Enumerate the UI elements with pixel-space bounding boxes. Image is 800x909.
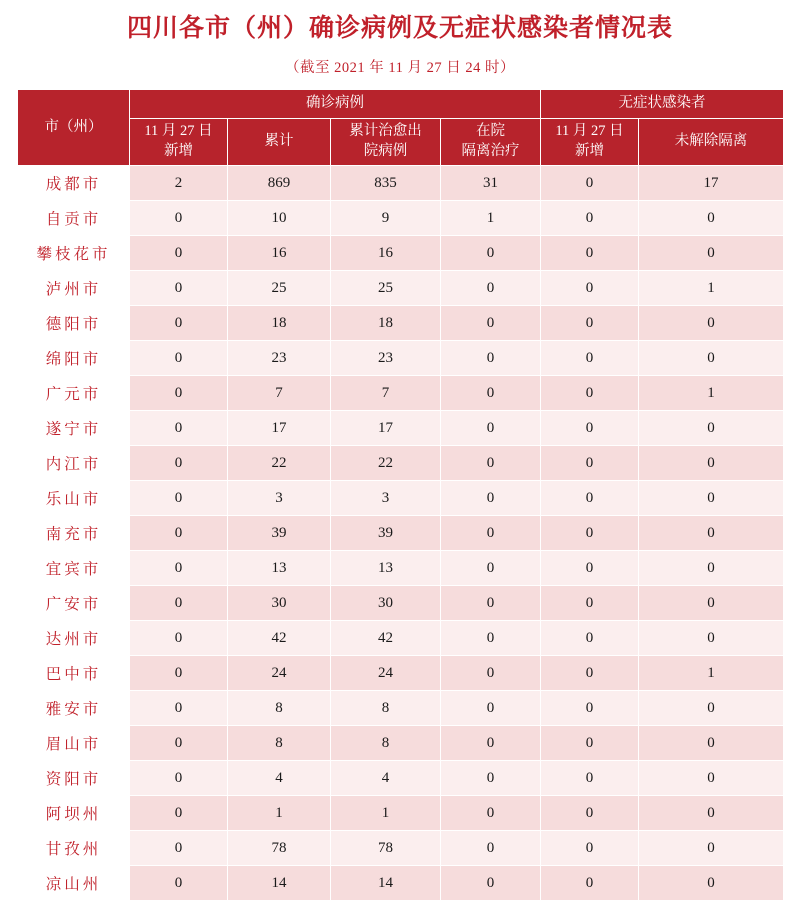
table-row xyxy=(18,201,784,236)
cell-confirmed-new: 2 xyxy=(130,166,228,201)
cell-region: 遂宁市 xyxy=(18,411,130,446)
header-asymptomatic-new xyxy=(541,119,639,166)
cell-asymptomatic-isolated: 0 xyxy=(639,691,784,726)
table-row xyxy=(18,376,784,411)
cell-confirmed-inhospital: 0 xyxy=(441,761,541,796)
cell-confirmed-inhospital: 0 xyxy=(441,656,541,691)
cell-confirmed-new: 0 xyxy=(130,551,228,586)
table-row xyxy=(18,341,784,376)
header-confirmed-new-line2: 新增 xyxy=(164,143,193,159)
cell-confirmed-new: 0 xyxy=(130,271,228,306)
cell-asymptomatic-new: 0 xyxy=(541,761,639,796)
cell-confirmed-total: 4 xyxy=(228,761,331,796)
cell-asymptomatic-isolated: 0 xyxy=(639,761,784,796)
cell-confirmed-cured: 18 xyxy=(331,306,441,341)
cell-asymptomatic-new: 0 xyxy=(541,271,639,306)
cell-confirmed-new: 0 xyxy=(130,236,228,271)
cell-confirmed-new: 0 xyxy=(130,411,228,446)
cell-asymptomatic-new: 0 xyxy=(541,551,639,586)
table-sub-header-row xyxy=(18,119,784,166)
cell-confirmed-total: 25 xyxy=(228,271,331,306)
cell-confirmed-total: 23 xyxy=(228,341,331,376)
cell-region: 自贡市 xyxy=(18,201,130,236)
cell-confirmed-inhospital: 0 xyxy=(441,831,541,866)
cell-confirmed-inhospital: 0 xyxy=(441,866,541,901)
cell-confirmed-cured: 9 xyxy=(331,201,441,236)
cell-asymptomatic-isolated: 0 xyxy=(639,516,784,551)
cell-confirmed-cured: 42 xyxy=(331,621,441,656)
cell-asymptomatic-new: 0 xyxy=(541,481,639,516)
cell-asymptomatic-new: 0 xyxy=(541,236,639,271)
cell-confirmed-inhospital: 0 xyxy=(441,341,541,376)
cell-confirmed-cured: 17 xyxy=(331,411,441,446)
cell-confirmed-total: 78 xyxy=(228,831,331,866)
cell-asymptomatic-isolated: 0 xyxy=(639,236,784,271)
cell-asymptomatic-isolated: 0 xyxy=(639,551,784,586)
cell-confirmed-new: 0 xyxy=(130,691,228,726)
cell-confirmed-cured: 13 xyxy=(331,551,441,586)
cell-confirmed-cured: 24 xyxy=(331,656,441,691)
cell-confirmed-cured: 23 xyxy=(331,341,441,376)
cell-confirmed-inhospital: 0 xyxy=(441,586,541,621)
cell-asymptomatic-new: 0 xyxy=(541,376,639,411)
covid-statistics-table xyxy=(17,89,784,901)
cell-confirmed-total: 869 xyxy=(228,166,331,201)
cell-confirmed-inhospital: 0 xyxy=(441,796,541,831)
cell-asymptomatic-new: 0 xyxy=(541,166,639,201)
cell-asymptomatic-new: 0 xyxy=(541,411,639,446)
cell-asymptomatic-new: 0 xyxy=(541,831,639,866)
header-confirmed-total xyxy=(228,119,331,166)
cell-asymptomatic-isolated: 0 xyxy=(639,306,784,341)
cell-region: 泸州市 xyxy=(18,271,130,306)
table-row xyxy=(18,446,784,481)
table-row xyxy=(18,271,784,306)
cell-confirmed-inhospital: 0 xyxy=(441,691,541,726)
table-row xyxy=(18,166,784,201)
cell-confirmed-new: 0 xyxy=(130,201,228,236)
cell-confirmed-cured: 14 xyxy=(331,866,441,901)
cell-region: 攀枝花市 xyxy=(18,236,130,271)
cell-confirmed-total: 16 xyxy=(228,236,331,271)
cell-confirmed-inhospital: 0 xyxy=(441,236,541,271)
cell-confirmed-total: 8 xyxy=(228,691,331,726)
table-row xyxy=(18,411,784,446)
cell-asymptomatic-isolated: 0 xyxy=(639,481,784,516)
cell-confirmed-total: 3 xyxy=(228,481,331,516)
cell-confirmed-new: 0 xyxy=(130,306,228,341)
header-group-confirmed: 确诊病例 xyxy=(130,90,541,119)
cell-confirmed-cured: 78 xyxy=(331,831,441,866)
cell-confirmed-inhospital: 0 xyxy=(441,271,541,306)
header-confirmed-cured xyxy=(331,119,441,166)
cell-confirmed-total: 10 xyxy=(228,201,331,236)
cell-asymptomatic-new: 0 xyxy=(541,691,639,726)
cell-asymptomatic-isolated: 0 xyxy=(639,726,784,761)
cell-region: 广元市 xyxy=(18,376,130,411)
header-asymptomatic-isolated xyxy=(639,119,784,166)
header-confirmed-inhospital-line2: 隔离治疗 xyxy=(461,143,520,159)
cell-asymptomatic-new: 0 xyxy=(541,306,639,341)
cell-asymptomatic-isolated: 0 xyxy=(639,411,784,446)
table-row xyxy=(18,551,784,586)
cell-confirmed-total: 30 xyxy=(228,586,331,621)
header-region: 市（州） xyxy=(18,90,130,166)
cell-region: 南充市 xyxy=(18,516,130,551)
cell-confirmed-inhospital: 31 xyxy=(441,166,541,201)
cell-confirmed-cured: 3 xyxy=(331,481,441,516)
header-asymptomatic-isolated-line1: 未解除隔离 xyxy=(674,133,748,150)
cell-confirmed-cured: 7 xyxy=(331,376,441,411)
cell-confirmed-cured: 835 xyxy=(331,166,441,201)
table-row xyxy=(18,656,784,691)
cell-asymptomatic-isolated: 0 xyxy=(639,796,784,831)
cell-asymptomatic-isolated: 1 xyxy=(639,656,784,691)
cell-confirmed-total: 13 xyxy=(228,551,331,586)
cell-confirmed-total: 7 xyxy=(228,376,331,411)
cell-region: 绵阳市 xyxy=(18,341,130,376)
cell-confirmed-new: 0 xyxy=(130,726,228,761)
cell-region: 巴中市 xyxy=(18,656,130,691)
cell-confirmed-cured: 25 xyxy=(331,271,441,306)
table-row xyxy=(18,796,784,831)
cell-region: 宜宾市 xyxy=(18,551,130,586)
cell-region: 资阳市 xyxy=(18,761,130,796)
cell-confirmed-total: 14 xyxy=(228,866,331,901)
cell-region: 阿坝州 xyxy=(18,796,130,831)
cell-confirmed-inhospital: 0 xyxy=(441,516,541,551)
cell-confirmed-inhospital: 0 xyxy=(441,306,541,341)
cell-confirmed-new: 0 xyxy=(130,831,228,866)
cell-region: 德阳市 xyxy=(18,306,130,341)
cell-confirmed-inhospital: 1 xyxy=(441,201,541,236)
cell-confirmed-cured: 16 xyxy=(331,236,441,271)
cell-region: 眉山市 xyxy=(18,726,130,761)
cell-region: 内江市 xyxy=(18,446,130,481)
cell-asymptomatic-new: 0 xyxy=(541,796,639,831)
cell-confirmed-new: 0 xyxy=(130,761,228,796)
cell-confirmed-new: 0 xyxy=(130,446,228,481)
cell-confirmed-total: 39 xyxy=(228,516,331,551)
cell-confirmed-inhospital: 0 xyxy=(441,376,541,411)
cell-confirmed-inhospital: 0 xyxy=(441,446,541,481)
cell-asymptomatic-isolated: 0 xyxy=(639,621,784,656)
cell-region: 凉山州 xyxy=(18,866,130,901)
table-header xyxy=(18,90,784,166)
cell-asymptomatic-new: 0 xyxy=(541,446,639,481)
cell-confirmed-new: 0 xyxy=(130,866,228,901)
cell-asymptomatic-new: 0 xyxy=(541,341,639,376)
cell-region: 乐山市 xyxy=(18,481,130,516)
table-row xyxy=(18,481,784,516)
table-row xyxy=(18,621,784,656)
cell-confirmed-cured: 1 xyxy=(331,796,441,831)
cell-confirmed-total: 1 xyxy=(228,796,331,831)
cell-region: 成都市 xyxy=(18,166,130,201)
cell-asymptomatic-new: 0 xyxy=(541,726,639,761)
table-row xyxy=(18,306,784,341)
cell-asymptomatic-new: 0 xyxy=(541,656,639,691)
header-confirmed-total-line1: 累计 xyxy=(264,133,294,150)
cell-confirmed-cured: 22 xyxy=(331,446,441,481)
cell-confirmed-new: 0 xyxy=(130,481,228,516)
cell-asymptomatic-isolated: 17 xyxy=(639,166,784,201)
table-body xyxy=(18,166,784,901)
header-confirmed-inhospital-line1: 在院 xyxy=(476,123,505,140)
cell-asymptomatic-isolated: 0 xyxy=(639,831,784,866)
cell-confirmed-cured: 8 xyxy=(331,726,441,761)
cell-confirmed-inhospital: 0 xyxy=(441,411,541,446)
cell-confirmed-total: 22 xyxy=(228,446,331,481)
cell-confirmed-inhospital: 0 xyxy=(441,551,541,586)
cell-asymptomatic-new: 0 xyxy=(541,516,639,551)
cell-asymptomatic-isolated: 0 xyxy=(639,446,784,481)
cell-confirmed-inhospital: 0 xyxy=(441,621,541,656)
table-row xyxy=(18,691,784,726)
cell-asymptomatic-isolated: 0 xyxy=(639,341,784,376)
header-confirmed-inhospital xyxy=(441,119,541,166)
cell-asymptomatic-isolated: 0 xyxy=(639,866,784,901)
cell-confirmed-cured: 4 xyxy=(331,761,441,796)
cell-asymptomatic-isolated: 1 xyxy=(639,271,784,306)
header-asymptomatic-new-line2: 新增 xyxy=(575,143,604,159)
cell-confirmed-new: 0 xyxy=(130,621,228,656)
cell-region: 雅安市 xyxy=(18,691,130,726)
cell-confirmed-cured: 30 xyxy=(331,586,441,621)
cell-confirmed-total: 24 xyxy=(228,656,331,691)
cell-confirmed-inhospital: 0 xyxy=(441,481,541,516)
cell-confirmed-new: 0 xyxy=(130,796,228,831)
cell-confirmed-total: 42 xyxy=(228,621,331,656)
cell-confirmed-new: 0 xyxy=(130,341,228,376)
header-group-asymptomatic: 无症状感染者 xyxy=(541,90,784,119)
header-confirmed-new xyxy=(130,119,228,166)
cell-region: 广安市 xyxy=(18,586,130,621)
header-confirmed-new-line1: 11 月 27 日 xyxy=(144,123,213,140)
header-asymptomatic-new-line1: 11 月 27 日 xyxy=(555,123,624,140)
table-row xyxy=(18,866,784,901)
cell-confirmed-inhospital: 0 xyxy=(441,726,541,761)
cell-confirmed-cured: 8 xyxy=(331,691,441,726)
cell-asymptomatic-isolated: 1 xyxy=(639,376,784,411)
cell-region: 甘孜州 xyxy=(18,831,130,866)
table-row xyxy=(18,831,784,866)
cell-confirmed-new: 0 xyxy=(130,586,228,621)
cell-confirmed-cured: 39 xyxy=(331,516,441,551)
table-row xyxy=(18,761,784,796)
cell-asymptomatic-new: 0 xyxy=(541,866,639,901)
cell-region: 达州市 xyxy=(18,621,130,656)
cell-confirmed-total: 8 xyxy=(228,726,331,761)
header-confirmed-cured-line2: 院病例 xyxy=(363,143,408,159)
cell-confirmed-total: 17 xyxy=(228,411,331,446)
page-subtitle: （截至 2021 年 11 月 27 日 24 时） xyxy=(285,60,515,76)
cell-asymptomatic-isolated: 0 xyxy=(639,586,784,621)
cell-asymptomatic-new: 0 xyxy=(541,621,639,656)
table-row xyxy=(18,726,784,761)
cell-confirmed-total: 18 xyxy=(228,306,331,341)
cell-asymptomatic-isolated: 0 xyxy=(639,201,784,236)
cell-confirmed-new: 0 xyxy=(130,656,228,691)
cell-confirmed-new: 0 xyxy=(130,516,228,551)
cell-asymptomatic-new: 0 xyxy=(541,586,639,621)
header-confirmed-cured-line1: 累计治愈出 xyxy=(349,123,422,140)
page-title: 四川各市（州）确诊病例及无症状感染者情况表 xyxy=(126,15,673,42)
table-row xyxy=(18,586,784,621)
table-group-header-row xyxy=(18,90,784,119)
cell-confirmed-new: 0 xyxy=(130,376,228,411)
cell-asymptomatic-new: 0 xyxy=(541,201,639,236)
table-row xyxy=(18,236,784,271)
table-row xyxy=(18,516,784,551)
